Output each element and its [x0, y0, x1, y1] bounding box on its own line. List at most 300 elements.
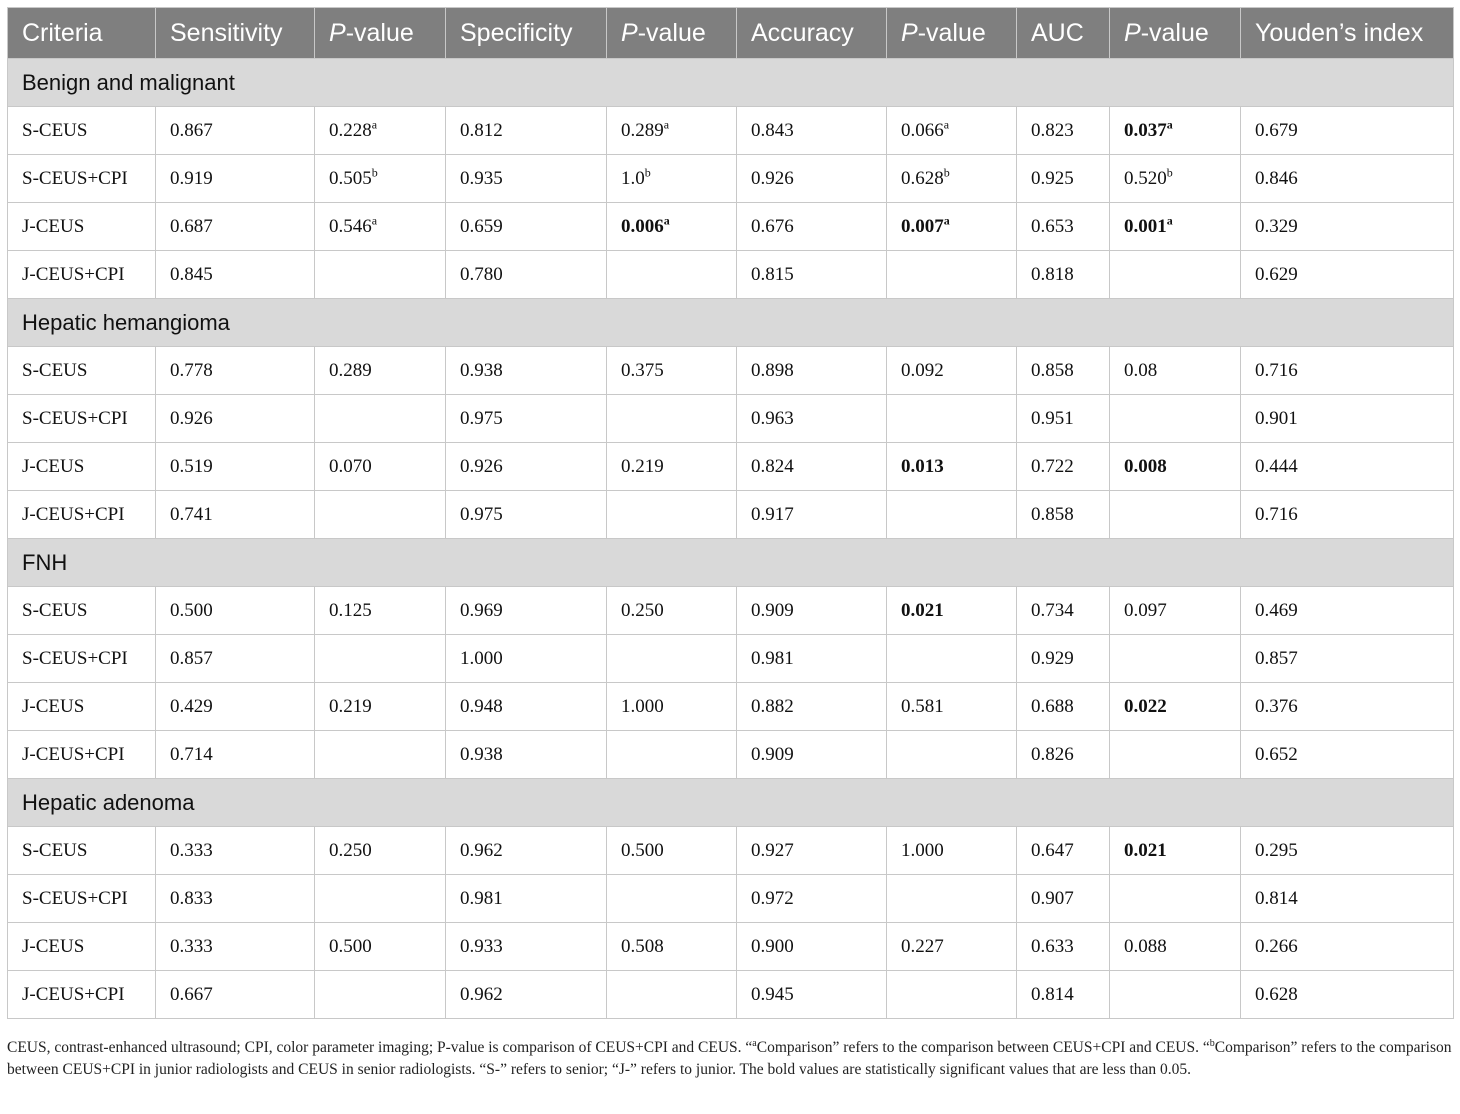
table-cell-c5	[737, 827, 887, 875]
table-cell-c2	[315, 203, 446, 251]
cell-value: S-CEUS+CPI	[22, 887, 128, 909]
table-cell-c1	[156, 203, 315, 251]
cell-value: 0.815	[751, 263, 794, 285]
table-row	[8, 443, 1454, 491]
table-cell-c6	[887, 251, 1017, 299]
table-cell-c6	[887, 731, 1017, 779]
table-cell-c7	[1017, 971, 1110, 1019]
cell-value: 0.628	[1255, 983, 1298, 1005]
cell-value: 0.444	[1255, 455, 1298, 477]
cell-value: 0.505	[329, 167, 372, 189]
cell-superscript: b	[371, 165, 378, 180]
cell-value: 0.500	[329, 935, 372, 957]
table-cell-c8	[1110, 251, 1241, 299]
group-title: FNH	[8, 539, 1454, 587]
table-cell-c7	[1017, 443, 1110, 491]
table-cell-c1	[156, 443, 315, 491]
cell-value: 0.909	[751, 743, 794, 765]
header-auc: AUC	[1017, 8, 1110, 59]
table-cell-c6	[887, 155, 1017, 203]
cell-value: 0.846	[1255, 167, 1298, 189]
cell-value: 0.266	[1255, 935, 1298, 957]
cell-value: 0.818	[1031, 263, 1074, 285]
group-header-row	[8, 299, 1454, 347]
cell-value: 0.901	[1255, 407, 1298, 429]
cell-value: 0.741	[170, 503, 213, 525]
cell-superscript: a	[1166, 117, 1173, 132]
table-cell-c2	[315, 827, 446, 875]
diagnostic-performance-table	[7, 7, 1454, 1019]
table-cell-c5	[737, 395, 887, 443]
table-cell-c6	[887, 203, 1017, 251]
table-row	[8, 923, 1454, 971]
cell-value: 0.633	[1031, 935, 1074, 957]
table-row	[8, 731, 1454, 779]
cell-value: 0.376	[1255, 695, 1298, 717]
cell-value: 0.021	[1124, 839, 1167, 861]
cell-value: 0.898	[751, 359, 794, 381]
cell-value: 0.092	[901, 359, 944, 381]
table-cell-c8	[1110, 395, 1241, 443]
cell-value: 0.975	[460, 407, 503, 429]
table-cell-c0	[8, 347, 156, 395]
table-cell-c9	[1241, 875, 1454, 923]
cell-value: 0.858	[1031, 503, 1074, 525]
table-cell-c0	[8, 155, 156, 203]
cell-value: 0.070	[329, 455, 372, 477]
table-cell-c3	[446, 971, 607, 1019]
cell-value: 0.652	[1255, 743, 1298, 765]
table-cell-c3	[446, 347, 607, 395]
cell-value: 0.227	[901, 935, 944, 957]
group-header-row	[8, 779, 1454, 827]
table-cell-c1	[156, 875, 315, 923]
table-cell-c7	[1017, 683, 1110, 731]
cell-value: 0.945	[751, 983, 794, 1005]
cell-value: 0.659	[460, 215, 503, 237]
cell-value: 0.088	[1124, 935, 1167, 957]
table-row	[8, 683, 1454, 731]
cell-superscript: b	[1166, 165, 1173, 180]
table-cell-c5	[737, 635, 887, 683]
cell-value: 0.948	[460, 695, 503, 717]
table-cell-c5	[737, 731, 887, 779]
table-cell-c3	[446, 587, 607, 635]
table-cell-c6	[887, 395, 1017, 443]
cell-value: 0.722	[1031, 455, 1074, 477]
table-cell-c8	[1110, 587, 1241, 635]
table-cell-c4	[607, 971, 737, 1019]
cell-value: 0.882	[751, 695, 794, 717]
cell-value: 0.519	[170, 455, 213, 477]
table-cell-c0	[8, 587, 156, 635]
cell-value: 0.938	[460, 359, 503, 381]
table-cell-c4	[607, 635, 737, 683]
table-cell-c8	[1110, 875, 1241, 923]
table-cell-c9	[1241, 203, 1454, 251]
cell-value: S-CEUS+CPI	[22, 647, 128, 669]
header-youdens-index: Youden’s index	[1241, 8, 1454, 59]
table-cell-c5	[737, 875, 887, 923]
table-cell-c9	[1241, 155, 1454, 203]
cell-value: 0.013	[901, 455, 944, 477]
table-cell-c0	[8, 395, 156, 443]
table-cell-c4	[607, 155, 737, 203]
table-cell-c5	[737, 155, 887, 203]
table-cell-c0	[8, 923, 156, 971]
table-cell-c9	[1241, 395, 1454, 443]
table-cell-c1	[156, 635, 315, 683]
cell-value: 0.546	[329, 215, 372, 237]
table-cell-c7	[1017, 107, 1110, 155]
table-cell-c9	[1241, 635, 1454, 683]
cell-value: 0.714	[170, 743, 213, 765]
cell-value: 0.823	[1031, 119, 1074, 141]
table-cell-c1	[156, 491, 315, 539]
table-cell-c4	[607, 443, 737, 491]
cell-value: 0.843	[751, 119, 794, 141]
header-criteria: Criteria	[8, 8, 156, 59]
cell-value: 0.981	[460, 887, 503, 909]
table-cell-c2	[315, 683, 446, 731]
table-cell-c3	[446, 827, 607, 875]
cell-value: 0.909	[751, 599, 794, 621]
table-cell-c0	[8, 683, 156, 731]
table-cell-c4	[607, 203, 737, 251]
table-cell-c9	[1241, 491, 1454, 539]
table-cell-c5	[737, 107, 887, 155]
cell-value: S-CEUS	[22, 119, 88, 141]
table-cell-c5	[737, 923, 887, 971]
cell-value: 0.716	[1255, 503, 1298, 525]
cell-value: 0.125	[329, 599, 372, 621]
cell-value: 0.219	[621, 455, 664, 477]
table-cell-c1	[156, 395, 315, 443]
table-cell-c5	[737, 251, 887, 299]
cell-superscript: b	[943, 165, 950, 180]
cell-superscript: a	[371, 117, 378, 132]
cell-superscript: a	[663, 213, 670, 228]
results-table-container	[7, 7, 1453, 1019]
table-cell-c3	[446, 923, 607, 971]
table-cell-c5	[737, 683, 887, 731]
cell-value: 0.907	[1031, 887, 1074, 909]
table-cell-c3	[446, 203, 607, 251]
table-cell-c0	[8, 635, 156, 683]
header-row	[8, 8, 1454, 59]
table-cell-c7	[1017, 731, 1110, 779]
cell-value: 0.925	[1031, 167, 1074, 189]
table-cell-c0	[8, 491, 156, 539]
cell-value: 0.676	[751, 215, 794, 237]
header-sensitivity: Sensitivity	[156, 8, 315, 59]
table-cell-c2	[315, 155, 446, 203]
table-cell-c4	[607, 251, 737, 299]
cell-value: 0.951	[1031, 407, 1074, 429]
cell-value: 0.581	[901, 695, 944, 717]
table-cell-c6	[887, 347, 1017, 395]
table-cell-c7	[1017, 923, 1110, 971]
cell-superscript: b	[644, 165, 651, 180]
table-cell-c4	[607, 827, 737, 875]
table-cell-c1	[156, 827, 315, 875]
cell-value: S-CEUS	[22, 359, 88, 381]
cell-value: 0.520	[1124, 167, 1167, 189]
cell-value: 0.929	[1031, 647, 1074, 669]
cell-value: 0.972	[751, 887, 794, 909]
table-cell-c4	[607, 395, 737, 443]
table-cell-c9	[1241, 731, 1454, 779]
table-cell-c1	[156, 347, 315, 395]
table-cell-c8	[1110, 443, 1241, 491]
table-row	[8, 971, 1454, 1019]
cell-value: 0.833	[170, 887, 213, 909]
cell-value: J-CEUS	[22, 455, 85, 477]
cell-value: 0.962	[460, 983, 503, 1005]
table-cell-c8	[1110, 107, 1241, 155]
cell-value: 0.858	[1031, 359, 1074, 381]
cell-value: 0.295	[1255, 839, 1298, 861]
table-cell-c6	[887, 971, 1017, 1019]
cell-value: 0.008	[1124, 455, 1167, 477]
table-body	[8, 59, 1454, 1019]
table-cell-c5	[737, 587, 887, 635]
table-cell-c4	[607, 731, 737, 779]
cell-value: 0.826	[1031, 743, 1074, 765]
table-cell-c1	[156, 251, 315, 299]
table-cell-c3	[446, 875, 607, 923]
cell-value: 0.628	[901, 167, 944, 189]
table-cell-c4	[607, 347, 737, 395]
table-cell-c2	[315, 875, 446, 923]
table-cell-c7	[1017, 251, 1110, 299]
cell-value: 0.375	[621, 359, 664, 381]
table-cell-c0	[8, 875, 156, 923]
table-cell-c8	[1110, 731, 1241, 779]
cell-value: 0.716	[1255, 359, 1298, 381]
table-cell-c2	[315, 587, 446, 635]
cell-value: 0.969	[460, 599, 503, 621]
table-cell-c0	[8, 203, 156, 251]
cell-value: 0.933	[460, 935, 503, 957]
cell-value: J-CEUS	[22, 695, 85, 717]
table-cell-c9	[1241, 683, 1454, 731]
cell-value: 0.962	[460, 839, 503, 861]
cell-value: 0.778	[170, 359, 213, 381]
table-cell-c7	[1017, 347, 1110, 395]
cell-value: 0.667	[170, 983, 213, 1005]
cell-superscript: a	[663, 117, 670, 132]
table-cell-c7	[1017, 491, 1110, 539]
cell-value: S-CEUS	[22, 599, 88, 621]
table-row	[8, 347, 1454, 395]
table-row	[8, 587, 1454, 635]
table-cell-c6	[887, 683, 1017, 731]
cell-value: 0.857	[1255, 647, 1298, 669]
table-cell-c6	[887, 491, 1017, 539]
table-row	[8, 491, 1454, 539]
table-cell-c9	[1241, 827, 1454, 875]
table-cell-c5	[737, 347, 887, 395]
table-row	[8, 635, 1454, 683]
cell-value: 0.963	[751, 407, 794, 429]
table-cell-c6	[887, 107, 1017, 155]
table-cell-c5	[737, 971, 887, 1019]
cell-value: 1.000	[901, 839, 944, 861]
table-cell-c2	[315, 251, 446, 299]
table-cell-c1	[156, 155, 315, 203]
header-specificity: Specificity	[446, 8, 607, 59]
cell-value: 0.688	[1031, 695, 1074, 717]
table-cell-c3	[446, 683, 607, 731]
table-cell-c1	[156, 731, 315, 779]
cell-value: 0.919	[170, 167, 213, 189]
table-cell-c9	[1241, 251, 1454, 299]
cell-value: 0.780	[460, 263, 503, 285]
table-cell-c2	[315, 731, 446, 779]
cell-value: 0.097	[1124, 599, 1167, 621]
table-cell-c9	[1241, 971, 1454, 1019]
cell-value: 1.000	[460, 647, 503, 669]
cell-value: 0.812	[460, 119, 503, 141]
cell-value: J-CEUS	[22, 935, 85, 957]
table-cell-c3	[446, 395, 607, 443]
table-row	[8, 875, 1454, 923]
table-cell-c1	[156, 971, 315, 1019]
table-cell-c4	[607, 491, 737, 539]
table-cell-c2	[315, 395, 446, 443]
cell-superscript: a	[943, 213, 950, 228]
table-cell-c7	[1017, 635, 1110, 683]
table-cell-c1	[156, 107, 315, 155]
table-cell-c0	[8, 443, 156, 491]
table-cell-c6	[887, 635, 1017, 683]
cell-value: S-CEUS+CPI	[22, 167, 128, 189]
cell-value: J-CEUS+CPI	[22, 743, 125, 765]
cell-value: 0.975	[460, 503, 503, 525]
cell-value: 0.037	[1124, 119, 1167, 141]
table-cell-c8	[1110, 827, 1241, 875]
cell-value: 0.687	[170, 215, 213, 237]
table-cell-c8	[1110, 683, 1241, 731]
table-cell-c6	[887, 875, 1017, 923]
group-title: Hepatic adenoma	[8, 779, 1454, 827]
cell-value: 0.981	[751, 647, 794, 669]
cell-value: 0.219	[329, 695, 372, 717]
table-cell-c9	[1241, 587, 1454, 635]
cell-value: 0.926	[170, 407, 213, 429]
table-cell-c6	[887, 923, 1017, 971]
cell-value: 0.679	[1255, 119, 1298, 141]
cell-value: 0.289	[329, 359, 372, 381]
table-cell-c0	[8, 731, 156, 779]
table-cell-c6	[887, 587, 1017, 635]
table-cell-c2	[315, 107, 446, 155]
table-cell-c8	[1110, 203, 1241, 251]
table-cell-c5	[737, 443, 887, 491]
table-cell-c1	[156, 683, 315, 731]
cell-value: 0.289	[621, 119, 664, 141]
group-title: Hepatic hemangioma	[8, 299, 1454, 347]
table-cell-c2	[315, 443, 446, 491]
table-cell-c1	[156, 923, 315, 971]
table-cell-c8	[1110, 347, 1241, 395]
table-cell-c9	[1241, 347, 1454, 395]
group-header-row	[8, 59, 1454, 107]
table-cell-c7	[1017, 203, 1110, 251]
cell-value: J-CEUS+CPI	[22, 983, 125, 1005]
cell-superscript: a	[371, 213, 378, 228]
header-p-value: P-value	[607, 8, 737, 59]
cell-value: 0.08	[1124, 359, 1158, 381]
header-p-value: P-value	[1110, 8, 1241, 59]
cell-value: 0.917	[751, 503, 794, 525]
table-cell-c4	[607, 923, 737, 971]
table-cell-c3	[446, 107, 607, 155]
table-cell-c1	[156, 587, 315, 635]
table-cell-c5	[737, 203, 887, 251]
table-cell-c4	[607, 683, 737, 731]
cell-value: 0.926	[751, 167, 794, 189]
table-cell-c8	[1110, 971, 1241, 1019]
table-cell-c6	[887, 443, 1017, 491]
table-cell-c4	[607, 875, 737, 923]
cell-value: 0.066	[901, 119, 944, 141]
cell-value: 1.000	[621, 695, 664, 717]
table-cell-c0	[8, 971, 156, 1019]
cell-value: 0.927	[751, 839, 794, 861]
table-cell-c9	[1241, 923, 1454, 971]
cell-value: 0.022	[1124, 695, 1167, 717]
table-cell-c2	[315, 347, 446, 395]
table-cell-c9	[1241, 107, 1454, 155]
table-cell-c8	[1110, 635, 1241, 683]
cell-value: S-CEUS+CPI	[22, 407, 128, 429]
table-row	[8, 107, 1454, 155]
table-cell-c2	[315, 971, 446, 1019]
cell-value: 0.228	[329, 119, 372, 141]
cell-value: 0.926	[460, 455, 503, 477]
cell-value: 0.845	[170, 263, 213, 285]
table-cell-c3	[446, 491, 607, 539]
header-p-value: P-value	[887, 8, 1017, 59]
table-row	[8, 395, 1454, 443]
table-cell-c7	[1017, 155, 1110, 203]
cell-value: J-CEUS+CPI	[22, 503, 125, 525]
table-cell-c3	[446, 635, 607, 683]
table-cell-c2	[315, 635, 446, 683]
header-p-value: P-value	[315, 8, 446, 59]
table-cell-c7	[1017, 395, 1110, 443]
cell-value: 0.647	[1031, 839, 1074, 861]
group-title: Benign and malignant	[8, 59, 1454, 107]
cell-value: 0.500	[170, 599, 213, 621]
table-cell-c0	[8, 107, 156, 155]
cell-value: 0.021	[901, 599, 944, 621]
cell-value: 0.429	[170, 695, 213, 717]
cell-value: 0.935	[460, 167, 503, 189]
table-cell-c7	[1017, 587, 1110, 635]
table-cell-c7	[1017, 875, 1110, 923]
cell-value: 1.0	[621, 167, 645, 189]
cell-value: 0.867	[170, 119, 213, 141]
cell-value: 0.500	[621, 839, 664, 861]
table-cell-c8	[1110, 923, 1241, 971]
cell-value: 0.824	[751, 455, 794, 477]
cell-value: 0.329	[1255, 215, 1298, 237]
table-cell-c0	[8, 251, 156, 299]
cell-value: 0.250	[621, 599, 664, 621]
